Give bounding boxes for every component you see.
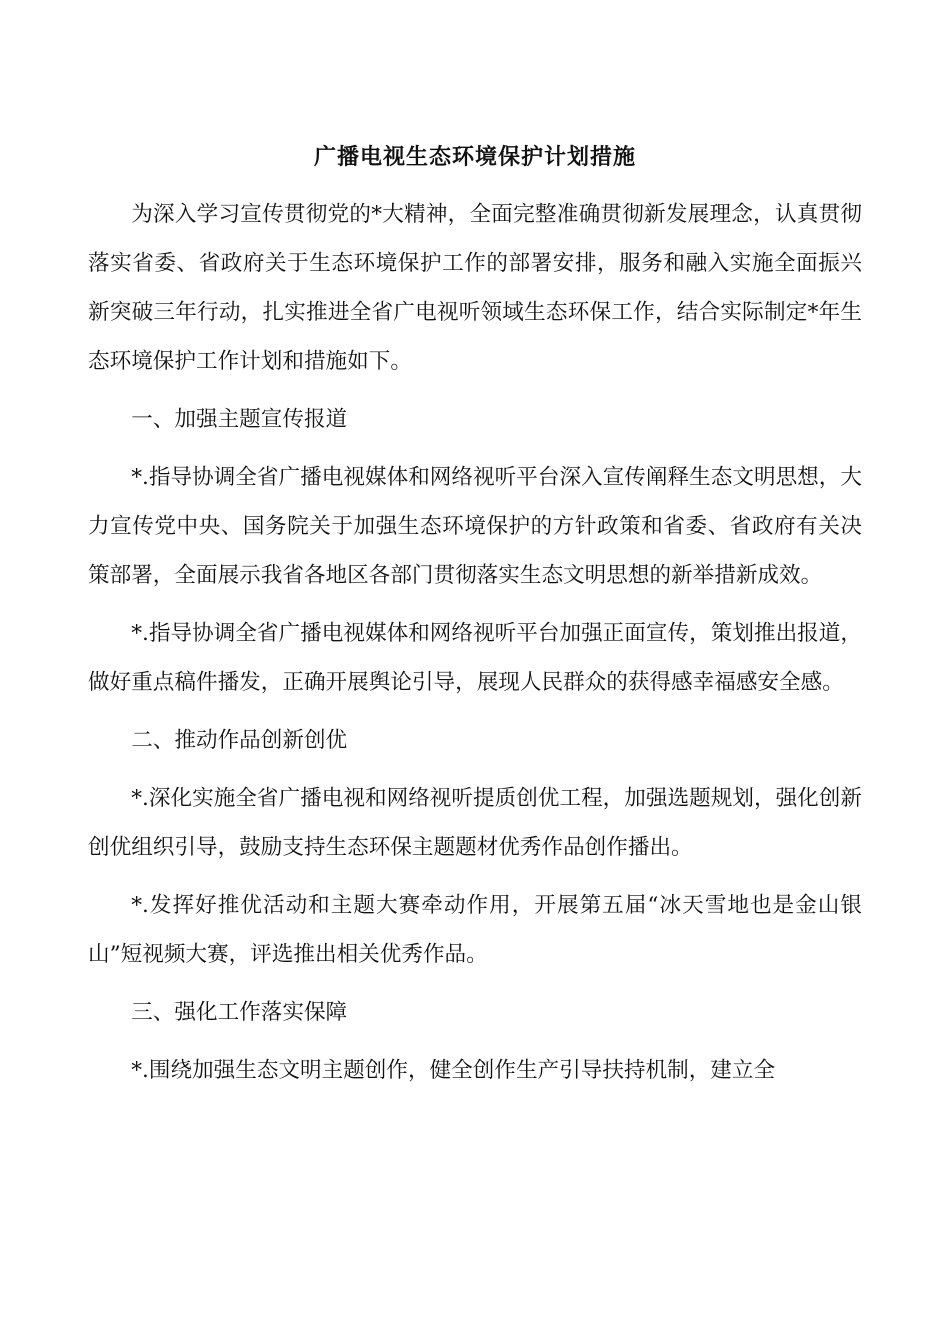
section-heading-1: 一、加强主题宣传报道: [131, 407, 348, 432]
section-2-item-1: *.深化实施全省广播电视和网络视听提质创优工程，加强选题规划，强化创新创优组织引导，鼓励支持生态环保主题题材优秀作品创作播出。: [88, 786, 862, 860]
section-3-item-1: *.围绕加强生态文明主题创作，健全创作生产引导扶持机制，建立全: [131, 1058, 776, 1083]
section-2-item-2: *.发挥好推优活动和主题大赛牵动作用，开展第五届“冰天雪地也是金山银山”短视频大赛，评选推出相关优秀作品。: [88, 893, 862, 967]
intro-paragraph: 为深入学习宣传贯彻党的*大精神，全面完整准确贯彻新发展理念，认真贯彻落实省委、省政府关于生态环境保护工作的部署安排，服务和融入实施全面振兴新突破三年行动，扎实推进全省广电视听领域生态环保工作，结合实际制定*年生态环境保护工作计划和措施如下。: [88, 202, 862, 374]
section-1-item-2: *.指导协调全省广播电视媒体和网络视听平台加强正面宣传，策划推出报道，做好重点稿件播发，正确开展舆论引导，展现人民群众的获得感幸福感安全感。: [88, 621, 862, 695]
section-heading-2: 二、推动作品创新创优: [131, 728, 348, 753]
section-1-item-1: *.指导协调全省广播电视媒体和网络视听平台深入宣传阐释生态文明思想，大力宣传党中央、国务院关于加强生态环境保护的方针政策和省委、省政府有关决策部署，全面展示我省各地区各部门贯彻落实生态文明思想的新举措新成效。: [88, 465, 862, 588]
document-body: [88, 190, 862, 1104]
section-heading-3: 三、强化工作落实保障: [131, 1000, 348, 1025]
document-title: 广播电视生态环境保护计划措施: [313, 145, 636, 170]
